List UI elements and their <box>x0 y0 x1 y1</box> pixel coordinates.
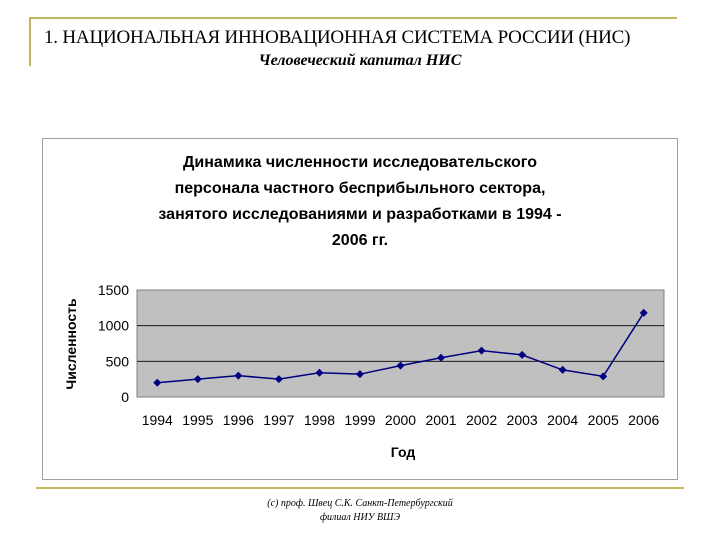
y-tick-label: 1000 <box>97 317 129 334</box>
chart-title-line: персонала частного бесприбыльного сектора, <box>174 180 546 197</box>
x-tick-label: 1994 <box>141 412 173 428</box>
footer-credit-line1: (с) проф. Швец С.К. Санкт-Петербургский <box>267 498 453 509</box>
y-tick-label: 500 <box>105 353 129 370</box>
x-tick-label: 1998 <box>303 412 336 428</box>
x-tick-label: 2001 <box>425 412 457 428</box>
x-tick-label: 1999 <box>344 412 376 428</box>
line-chart <box>43 139 677 479</box>
footer-rule <box>36 487 684 489</box>
chart-title <box>158 154 561 249</box>
footer-credit <box>0 497 720 525</box>
x-tick-labels <box>142 412 660 428</box>
x-tick-label: 2006 <box>628 412 660 428</box>
chart-frame <box>42 138 678 480</box>
slide-subtitle: Человеческий капитал НИС <box>258 52 462 69</box>
header-rule-horizontal <box>29 17 677 19</box>
plot-area <box>137 290 664 397</box>
y-tick-label: 0 <box>121 389 129 405</box>
x-tick-label: 2002 <box>465 412 498 428</box>
chart-title-line: Динамика численности исследовательского <box>183 154 537 171</box>
chart-title-line: 2006 гг. <box>331 232 389 249</box>
footer-credit-line2: филиал НИУ ВШЭ <box>319 512 401 523</box>
chart-title-line: занятого исследованиями и разработками в 1994 - <box>158 206 562 223</box>
x-tick-label: 2003 <box>506 412 538 428</box>
x-tick-label: 2004 <box>547 412 579 428</box>
slide-title: 1. НАЦИОНАЛЬНАЯ ИННОВАЦИОННАЯ СИСТЕМА РОССИИ (НИС) <box>44 27 631 48</box>
y-axis-label: Численность <box>63 298 79 390</box>
x-tick-label: 1996 <box>222 412 254 428</box>
x-tick-label: 1997 <box>263 412 295 428</box>
x-tick-label: 2000 <box>384 412 417 428</box>
x-axis-label: Год <box>390 444 416 460</box>
x-tick-label: 1995 <box>182 412 214 428</box>
y-tick-labels <box>98 282 129 405</box>
y-tick-label: 1500 <box>97 282 129 298</box>
x-tick-label: 2005 <box>587 412 619 428</box>
